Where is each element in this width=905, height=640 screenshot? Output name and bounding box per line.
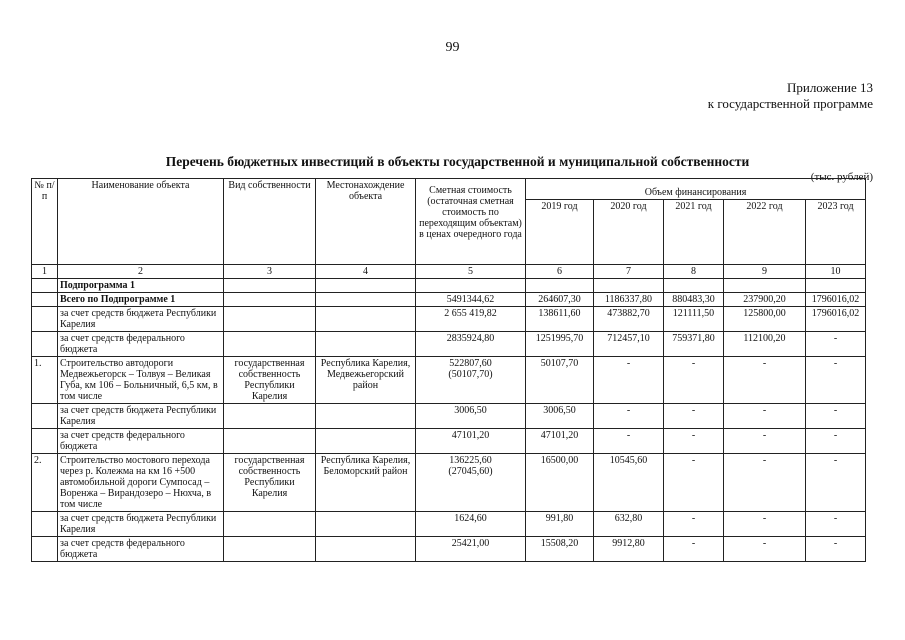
object-2-federal-2023: -: [806, 537, 866, 562]
header-name: Наименование объекта: [58, 179, 224, 265]
object-2-location: Республика Карелия, Беломорский район: [316, 454, 416, 512]
object-2-regional-2022: -: [724, 512, 806, 537]
total-regional-2019: 138611,60: [526, 307, 594, 332]
total-federal-cost: 2835924,80: [416, 332, 526, 357]
header-2022: 2022 год: [724, 200, 806, 265]
object-1-2021: -: [664, 357, 724, 404]
object-1-regional-2020: -: [594, 404, 664, 429]
object-2-name: Строительство мостового перехода через р. Колежма на км 16 +500 автомобильной дороги Сумпосад – Воренжа – Вирандозеро – Нюхча, в том числе: [58, 454, 224, 512]
object-2-ownership: государственная собственность Республики Карелия: [224, 454, 316, 512]
object-2-2020: 10545,60: [594, 454, 664, 512]
total-regional-2023: 1796016,02: [806, 307, 866, 332]
col-number: 5: [416, 265, 526, 279]
object-1-name: Строительство автодороги Медвежьегорск – Толвуя – Великая Губа, км 106 – Больничный, 6,5 км, в том числе: [58, 357, 224, 404]
header-row-1: [32, 179, 866, 200]
object-1-cost: 522807,60: [449, 358, 492, 369]
table-row-object-1-federal: [32, 429, 866, 454]
object-2-cost-cell: [416, 454, 526, 512]
subprogram-row: [32, 279, 866, 293]
header-num: № п/п: [32, 179, 58, 265]
col-number: 10: [806, 265, 866, 279]
total-cost: 5491344,62: [416, 293, 526, 307]
header-2019: 2019 год: [526, 200, 594, 265]
object-1-num: 1.: [32, 357, 58, 404]
object-2-federal-2021: -: [664, 537, 724, 562]
total-federal-2021: 759371,80: [664, 332, 724, 357]
object-2-regional-2023: -: [806, 512, 866, 537]
object-2-federal-2019: 15508,20: [526, 537, 594, 562]
total-2023: 1796016,02: [806, 293, 866, 307]
total-regional-2020: 473882,70: [594, 307, 664, 332]
header-2020: 2020 год: [594, 200, 664, 265]
header-2021: 2021 год: [664, 200, 724, 265]
object-1-federal-2022: -: [724, 429, 806, 454]
col-number: 4: [316, 265, 416, 279]
table-row-object-1: [32, 357, 866, 404]
object-2-federal-2022: -: [724, 537, 806, 562]
object-2-num: 2.: [32, 454, 58, 512]
object-2-regional-2019: 991,80: [526, 512, 594, 537]
object-1-ownership: государственная собственность Республики Карелия: [224, 357, 316, 404]
table-row-object-2-federal: [32, 537, 866, 562]
object-1-federal-cost: 47101,20: [416, 429, 526, 454]
object-2-2019: 16500,00: [526, 454, 594, 512]
object-1-location: Республика Карелия, Медвежьегорский район: [316, 357, 416, 404]
object-1-federal-2019: 47101,20: [526, 429, 594, 454]
object-2-federal-cost: 25421,00: [416, 537, 526, 562]
total-federal-2023: -: [806, 332, 866, 357]
table-row-total: [32, 293, 866, 307]
total-federal-2022: 112100,20: [724, 332, 806, 357]
col-number: 1: [32, 265, 58, 279]
object-2-federal-label: за счет средств федерального бюджета: [58, 537, 224, 562]
object-2-2023: -: [806, 454, 866, 512]
total-2022: 237900,20: [724, 293, 806, 307]
col-number: 8: [664, 265, 724, 279]
total-2020: 1186337,80: [594, 293, 664, 307]
header-location: Местонахождение объекта: [316, 179, 416, 265]
object-1-regional-label: за счет средств бюджета Республики Карелия: [58, 404, 224, 429]
object-1-regional-2019: 3006,50: [526, 404, 594, 429]
object-1-federal-label: за счет средств федерального бюджета: [58, 429, 224, 454]
col-number: 9: [724, 265, 806, 279]
object-1-federal-2021: -: [664, 429, 724, 454]
col-number: 7: [594, 265, 664, 279]
header-cost: Сметная стоимость (остаточная сметная стоимость по переходящим объектам) в ценах очередного года: [416, 179, 526, 265]
total-regional-2022: 125800,00: [724, 307, 806, 332]
annex-caption: [708, 80, 873, 112]
object-2-regional-label: за счет средств бюджета Республики Карелия: [58, 512, 224, 537]
object-1-2022: -: [724, 357, 806, 404]
object-2-regional-cost: 1624,60: [416, 512, 526, 537]
total-federal-2019: 1251995,70: [526, 332, 594, 357]
col-number: 2: [58, 265, 224, 279]
object-1-regional-2022: -: [724, 404, 806, 429]
table-row-object-1-regional: [32, 404, 866, 429]
total-regional-2021: 121111,50: [664, 307, 724, 332]
annex-line-2: к государственной программе: [707, 96, 873, 111]
object-2-cost-residual: (27045,60): [448, 466, 493, 477]
object-1-cost-residual: (50107,70): [448, 369, 493, 380]
table-row-total-regional: [32, 307, 866, 332]
object-1-federal-2023: -: [806, 429, 866, 454]
total-regional-cost: 2 655 419,82: [416, 307, 526, 332]
total-regional-label: за счет средств бюджета Республики Карелия: [58, 307, 224, 332]
object-2-2022: -: [724, 454, 806, 512]
object-1-regional-cost: 3006,50: [416, 404, 526, 429]
object-2-regional-2021: -: [664, 512, 724, 537]
header-2023: 2023 год: [806, 200, 866, 265]
table-row-object-2-regional: [32, 512, 866, 537]
object-1-cost-cell: [416, 357, 526, 404]
total-federal-label: за счет средств федерального бюджета: [58, 332, 224, 357]
object-2-federal-2020: 9912,80: [594, 537, 664, 562]
total-federal-2020: 712457,10: [594, 332, 664, 357]
page-number: 99: [445, 40, 460, 55]
object-1-2023: -: [806, 357, 866, 404]
subprogram-title: Подпрограмма 1: [58, 279, 224, 293]
table-row-total-federal: [32, 332, 866, 357]
total-2021: 880483,30: [664, 293, 724, 307]
column-number-row: [32, 265, 866, 279]
object-2-2021: -: [664, 454, 724, 512]
table-row-object-2: [32, 454, 866, 512]
object-1-2019: 50107,70: [526, 357, 594, 404]
investment-table: [31, 178, 866, 562]
total-label: Всего по Подпрограмме 1: [58, 293, 224, 307]
header-ownership: Вид собственности: [224, 179, 316, 265]
object-1-regional-2021: -: [664, 404, 724, 429]
document-title: Перечень бюджетных инвестиций в объекты государственной и муниципальной собственности: [165, 154, 750, 169]
object-2-regional-2020: 632,80: [594, 512, 664, 537]
annex-line-1: Приложение 13: [786, 80, 873, 95]
object-1-regional-2023: -: [806, 404, 866, 429]
header-financing: Объем финансирования: [526, 179, 866, 200]
object-1-federal-2020: -: [594, 429, 664, 454]
object-2-cost: 136225,60: [449, 455, 492, 466]
col-number: 3: [224, 265, 316, 279]
units-note: (тыс. рублей): [810, 171, 873, 183]
total-2019: 264607,30: [526, 293, 594, 307]
col-number: 6: [526, 265, 594, 279]
object-1-2020: -: [594, 357, 664, 404]
